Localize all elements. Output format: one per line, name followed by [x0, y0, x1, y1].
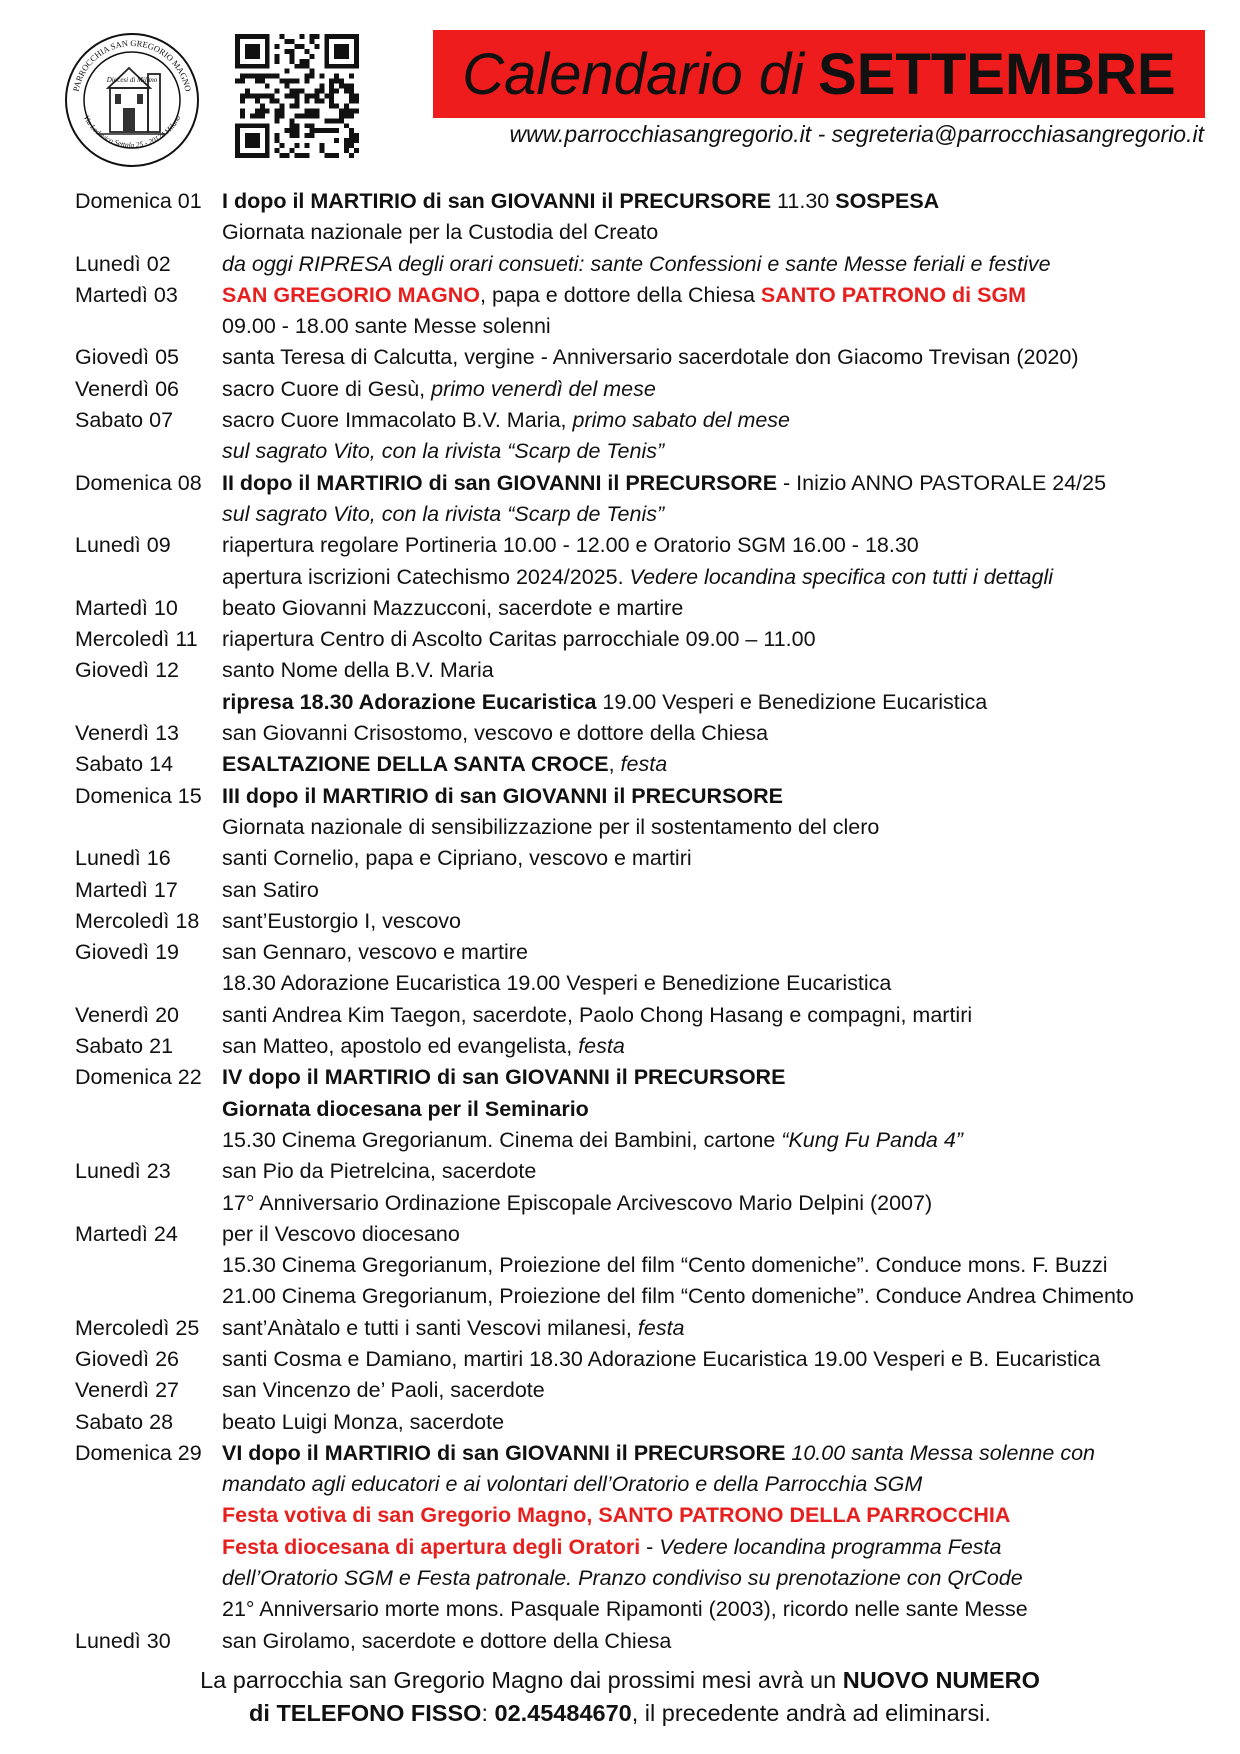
svg-text:Diocesi di Milano: Diocesi di Milano [106, 76, 158, 84]
entry-text-segment: primo sabato del mese [572, 408, 791, 433]
entry-description [222, 1250, 1215, 1281]
entry-text-segment: 15.30 Cinema Gregorianum. Cinema dei Bambini, cartone [222, 1127, 782, 1152]
entry-text-segment: santi Andrea Kim Taegon, sacerdote, Paolo Chong Hasang e compagni, martiri [222, 1002, 973, 1027]
entry-text-segment: festa [620, 752, 668, 777]
calendar-entry [75, 405, 1215, 436]
entry-day: Mercoledì 25 [75, 1315, 200, 1340]
entry-text-segment: Vedere locandina programma Festa [659, 1534, 1002, 1559]
calendar-entry [75, 1626, 1215, 1657]
entry-day: Domenica 15 [75, 783, 202, 808]
calendar-entry [75, 937, 1215, 968]
entry-text-segment: san Girolamo, sacerdote e dottore della Chiesa [222, 1628, 672, 1653]
entry-day [75, 1188, 222, 1219]
entry-description [222, 875, 1215, 906]
calendar-entry [75, 718, 1215, 749]
calendar-entry [75, 1219, 1215, 1250]
entry-description [222, 1188, 1215, 1219]
calendar-entry-continuation [75, 217, 1215, 248]
entry-description [222, 342, 1215, 373]
entry-description [222, 1125, 1215, 1156]
entry-text-segment: Giornata nazionale di sensibilizzazione per il sostentamento del clero [222, 814, 880, 839]
calendar-entry-continuation [75, 1094, 1215, 1125]
entry-day: Lunedì 30 [75, 1628, 171, 1653]
entry-text-segment: Giornata diocesana per il Seminario [222, 1096, 589, 1121]
entry-text-segment: san Giovanni Crisostomo, vescovo e dottore della Chiesa [222, 721, 769, 746]
entry-text-segment: san Satiro [222, 877, 319, 902]
entry-text-segment: 17° Anniversario Ordinazione Episcopale Arcivescovo Mario Delpini (2007) [222, 1190, 933, 1215]
entry-description [222, 1156, 1215, 1187]
entry-description [222, 1313, 1215, 1344]
entry-text-segment: dell’Oratorio SGM e Festa patronale. Pranzo condiviso su prenotazione con QrCode [222, 1566, 1023, 1591]
entry-day [75, 1532, 222, 1563]
entry-day: Domenica 29 [75, 1440, 202, 1465]
calendar-entry [75, 1062, 1215, 1093]
entry-description [222, 1500, 1215, 1531]
calendar-entry [75, 781, 1215, 812]
entry-description [222, 1407, 1215, 1438]
entry-description [222, 1626, 1215, 1657]
entry-text-segment: sant’Anàtalo e tutti i santi Vescovi milanesi, [222, 1315, 638, 1340]
entry-description [222, 593, 1215, 624]
entry-description [222, 906, 1215, 937]
entry-text-segment: beato Luigi Monza, sacerdote [222, 1409, 505, 1434]
entry-day [75, 1469, 222, 1500]
entry-description [222, 1438, 1215, 1469]
title-month: SETTEMBRE [818, 41, 1176, 107]
entry-description [222, 655, 1215, 686]
svg-text:PARROCCHIA SAN GREGORIO MAGNO: PARROCCHIA SAN GREGORIO MAGNO [70, 37, 194, 93]
title-banner [433, 30, 1205, 118]
entry-day: Mercoledì 11 [75, 627, 198, 652]
svg-text:Via Lodovico Settala 25 - 2012: Via Lodovico Settala 25 - 20124 Milano [81, 113, 183, 150]
calendar-entry [75, 186, 1215, 217]
entry-text-segment: II dopo il MARTIRIO di san GIOVANNI il PRECURSORE [222, 470, 778, 495]
calendar-entry-continuation [75, 562, 1215, 593]
entry-text-segment: SOSPESA [835, 189, 940, 213]
calendar-entry-continuation [75, 812, 1215, 843]
calendar-entry [75, 843, 1215, 874]
calendar-entry-continuation [75, 1281, 1215, 1312]
entry-day [75, 1094, 222, 1125]
entry-day [75, 1125, 222, 1156]
entry-day: Venerdì 13 [75, 721, 180, 746]
entry-day [75, 1563, 222, 1594]
entry-description [222, 1094, 1215, 1125]
calendar-entry-continuation [75, 1469, 1215, 1500]
entry-description [222, 749, 1215, 780]
entry-day [75, 1594, 222, 1625]
entry-description [222, 1344, 1215, 1375]
entry-text-segment: “Kung Fu Panda 4” [781, 1127, 963, 1152]
website-email-link[interactable]: www.parrocchiasangregorio.it - segreteria@parrocchiasangregorio.it [509, 121, 1204, 147]
calendar-entry [75, 1438, 1215, 1469]
entry-day: Lunedì 02 [75, 251, 171, 276]
entry-description [222, 812, 1215, 843]
calendar-entry [75, 468, 1215, 499]
entry-text-segment: sacro Cuore Immacolato B.V. Maria, [222, 408, 573, 433]
qr-code[interactable] [235, 34, 359, 158]
entry-text-segment: , [608, 752, 621, 777]
calendar-entry-continuation [75, 311, 1215, 342]
entry-text-segment: ripresa 18.30 Adorazione Eucaristica [222, 689, 597, 714]
entry-text-segment: festa [637, 1315, 685, 1340]
calendar-entry [75, 249, 1215, 280]
calendar-entry [75, 1407, 1215, 1438]
entry-text-segment: 18.30 Adorazione Eucaristica 19.00 Vesperi e Benedizione Eucaristica [222, 971, 892, 996]
entry-text-segment: VI dopo il MARTIRIO di san GIOVANNI il PRECURSORE [222, 1440, 786, 1465]
entry-description [222, 687, 1215, 718]
calendar-entry [75, 342, 1215, 373]
entry-text-segment: III dopo il MARTIRIO di san GIOVANNI il PRECURSORE [222, 783, 784, 808]
calendar-entry-continuation [75, 499, 1215, 530]
entry-description [222, 968, 1215, 999]
entry-description [222, 718, 1215, 749]
entry-day [75, 968, 222, 999]
calendar-entry [75, 906, 1215, 937]
entry-description [222, 1563, 1215, 1594]
entry-description [222, 624, 1215, 655]
entry-text-segment: santi Cornelio, papa e Cipriano, vescovo e martiri [222, 846, 692, 871]
entry-day: Giovedì 12 [75, 658, 179, 683]
entry-day: Martedì 03 [75, 282, 178, 307]
phone-number[interactable]: 02.45484670 [494, 1700, 632, 1726]
entry-text-segment: san Gennaro, vescovo e martire [222, 940, 528, 965]
entry-text-segment: 21.00 Cinema Gregorianum, Proiezione del film “Cento domeniche”. Conduce Andrea Chimento [222, 1284, 1134, 1309]
entry-description [222, 937, 1215, 968]
entry-day: Venerdì 20 [75, 1002, 180, 1027]
calendar-entry [75, 374, 1215, 405]
entry-text-segment: IV dopo il MARTIRIO di san GIOVANNI il PRECURSORE [222, 1065, 786, 1090]
entry-day: Giovedì 19 [75, 940, 179, 965]
entry-description [222, 1219, 1215, 1250]
calendar-entry-continuation [75, 1532, 1215, 1563]
entry-description [222, 217, 1215, 248]
entry-text-segment: - Inizio ANNO PASTORALE 24/25 [777, 470, 1107, 495]
entry-day: Domenica 22 [75, 1065, 202, 1090]
entry-text-segment: mandato agli educatori e ai volontari dell’Oratorio e della Parrocchia SGM [222, 1472, 923, 1497]
entry-day: Sabato 07 [75, 408, 174, 433]
entry-description [222, 499, 1215, 530]
footer-notice [0, 1664, 1240, 1730]
entry-description [222, 562, 1215, 593]
entry-text-segment: apertura iscrizioni Catechismo 2024/2025. [222, 564, 630, 589]
entry-description [222, 1281, 1215, 1312]
entry-text-segment: san Vincenzo de’ Paoli, sacerdote [222, 1378, 545, 1403]
entry-text-segment: riapertura regolare Portineria 10.00 - 12.00 e Oratorio SGM 16.00 - 18.30 [222, 533, 919, 558]
entry-text-segment: 19.00 Vesperi e Benedizione Eucaristica [596, 689, 988, 714]
entry-description [222, 1532, 1215, 1563]
entry-text-segment: Festa diocesana di apertura degli Oratori [222, 1534, 641, 1559]
entry-text-segment: santi Cosma e Damiano, martiri 18.30 Adorazione Eucaristica 19.00 Vesperi e B. Eucaristica [222, 1346, 1101, 1371]
entry-description [222, 249, 1215, 280]
entry-day: Sabato 21 [75, 1034, 174, 1059]
entry-text-segment: da oggi RIPRESA degli orari consueti: sante Confessioni e sante Messe feriali e festive [222, 251, 1051, 276]
calendar-entry [75, 624, 1215, 655]
entry-day: Giovedì 26 [75, 1346, 179, 1371]
calendar-entry-continuation [75, 1250, 1215, 1281]
entry-day: Lunedì 16 [75, 846, 171, 871]
entry-text-segment: 15.30 Cinema Gregorianum, Proiezione del film “Cento domeniche”. Conduce mons. F. Buzzi [222, 1253, 1108, 1278]
entry-day [75, 1500, 222, 1531]
entry-description [222, 1031, 1215, 1062]
calendar-entry-continuation [75, 687, 1215, 718]
entry-day: Sabato 28 [75, 1409, 174, 1434]
entry-text-segment: - [640, 1534, 660, 1559]
entry-day [75, 436, 222, 467]
entry-day [75, 562, 222, 593]
entry-text-segment: sacro Cuore di Gesù, [222, 376, 432, 401]
entry-day [75, 812, 222, 843]
entry-text-segment: , papa e dottore della Chiesa [480, 282, 761, 307]
entry-description [222, 468, 1215, 499]
entry-text-segment: SANTO PATRONO di SGM [760, 282, 1027, 307]
entry-description [222, 1375, 1215, 1406]
entry-text-segment: sul sagrato Vito, con la rivista “Scarp de Tenis” [222, 501, 665, 526]
entry-text-segment: Vedere locandina specifica con tutti i dettagli [629, 564, 1054, 589]
entry-text-segment: primo venerdì del mese [431, 376, 656, 401]
calendar-entry [75, 1375, 1215, 1406]
calendar-entry-continuation [75, 1563, 1215, 1594]
entry-day [75, 1281, 222, 1312]
entry-description [222, 405, 1215, 436]
entry-description [222, 1062, 1215, 1093]
calendar-entry [75, 1000, 1215, 1031]
entry-day: Lunedì 09 [75, 533, 171, 558]
entry-text-segment: 09.00 - 18.00 sante Messe solenni [222, 314, 551, 339]
entry-text-segment: 10.00 santa Messa solenne con [785, 1440, 1095, 1465]
calendar-entry-continuation [75, 436, 1215, 467]
entry-text-segment: Festa votiva di san Gregorio Magno, SANTO PATRONO DELLA PARROCCHIA [222, 1503, 1011, 1528]
calendar-entry [75, 749, 1215, 780]
entry-text-segment: festa [578, 1034, 625, 1059]
entry-text-segment: I dopo il MARTIRIO di san GIOVANNI il PRECURSORE [222, 189, 772, 213]
entry-day: Domenica 08 [75, 470, 202, 495]
entry-text-segment: 21° Anniversario morte mons. Pasquale Ripamonti (2003), ricordo nelle sante Messe [222, 1597, 1028, 1622]
calendar-entry-continuation [75, 1188, 1215, 1219]
calendar-entry [75, 875, 1215, 906]
entry-text-segment: per il Vescovo diocesano [222, 1221, 460, 1246]
entry-day [75, 217, 222, 248]
calendar-entry-continuation [75, 1594, 1215, 1625]
calendar-entry-continuation [75, 1500, 1215, 1531]
footer-line-1: La parrocchia san Gregorio Magno dai prossimi mesi avrà un NUOVO NUMERO [200, 1667, 1040, 1693]
entry-day [75, 311, 222, 342]
entry-day [75, 1250, 222, 1281]
entry-day: Martedì 24 [75, 1221, 178, 1246]
header [0, 0, 1240, 170]
entry-day: Domenica 01 [75, 189, 202, 213]
parish-seal-logo [62, 30, 202, 170]
entry-text-segment: beato Giovanni Mazzucconi, sacerdote e martire [222, 595, 684, 620]
calendar-entry [75, 1031, 1215, 1062]
entry-day: Mercoledì 18 [75, 908, 200, 933]
entry-day: Venerdì 27 [75, 1378, 180, 1403]
entry-description [222, 530, 1215, 561]
calendar-entry-continuation [75, 1125, 1215, 1156]
calendar-entry [75, 1344, 1215, 1375]
entry-day [75, 687, 222, 718]
entry-description [222, 1000, 1215, 1031]
entry-text-segment: ESALTAZIONE DELLA SANTA CROCE [222, 752, 609, 777]
entry-text-segment: riapertura Centro di Ascolto Caritas parrocchiale 09.00 – 11.00 [222, 627, 816, 652]
entry-text-segment: san Pio da Pietrelcina, sacerdote [222, 1159, 537, 1184]
calendar-entry [75, 530, 1215, 561]
entry-description [222, 436, 1215, 467]
calendar-entry-continuation [75, 968, 1215, 999]
entry-day: Giovedì 05 [75, 345, 179, 370]
calendar-entry [75, 593, 1215, 624]
entry-text-segment: santo Nome della B.V. Maria [222, 658, 494, 683]
entry-day [75, 499, 222, 530]
entry-description [222, 1469, 1215, 1500]
entry-text-segment: SAN GREGORIO MAGNO [222, 282, 481, 307]
title-text: Calendario di [462, 41, 805, 107]
entry-description [222, 1594, 1215, 1625]
entry-day: Martedì 17 [75, 877, 178, 902]
entry-text-segment: sant’Eustorgio I, vescovo [222, 908, 462, 933]
entry-description [222, 280, 1215, 311]
entry-description [222, 843, 1215, 874]
entry-description [222, 311, 1215, 342]
calendar-entry [75, 1156, 1215, 1187]
entry-day: Martedì 10 [75, 595, 178, 620]
calendar-list [75, 186, 1215, 1657]
entry-description [222, 374, 1215, 405]
entry-day: Sabato 14 [75, 752, 174, 777]
entry-text-segment: santa Teresa di Calcutta, vergine - Anniversario sacerdotale don Giacomo Trevisan (2020) [222, 345, 1079, 370]
entry-day: Lunedì 23 [75, 1159, 171, 1184]
calendar-entry [75, 280, 1215, 311]
entry-text-segment: 11.30 [771, 189, 836, 213]
entry-day: Venerdì 06 [75, 376, 180, 401]
footer-line-2: di TELEFONO FISSO: 02.45484670, il precedente andrà ad eliminarsi. [249, 1700, 991, 1726]
entry-description [222, 781, 1215, 812]
entry-text-segment: san Matteo, apostolo ed evangelista, [222, 1034, 579, 1059]
calendar-entry [75, 1313, 1215, 1344]
calendar-entry [75, 655, 1215, 686]
entry-text-segment: sul sagrato Vito, con la rivista “Scarp de Tenis” [222, 439, 665, 464]
entry-description [222, 186, 1215, 217]
entry-text-segment: Giornata nazionale per la Custodia del Creato [222, 220, 659, 245]
